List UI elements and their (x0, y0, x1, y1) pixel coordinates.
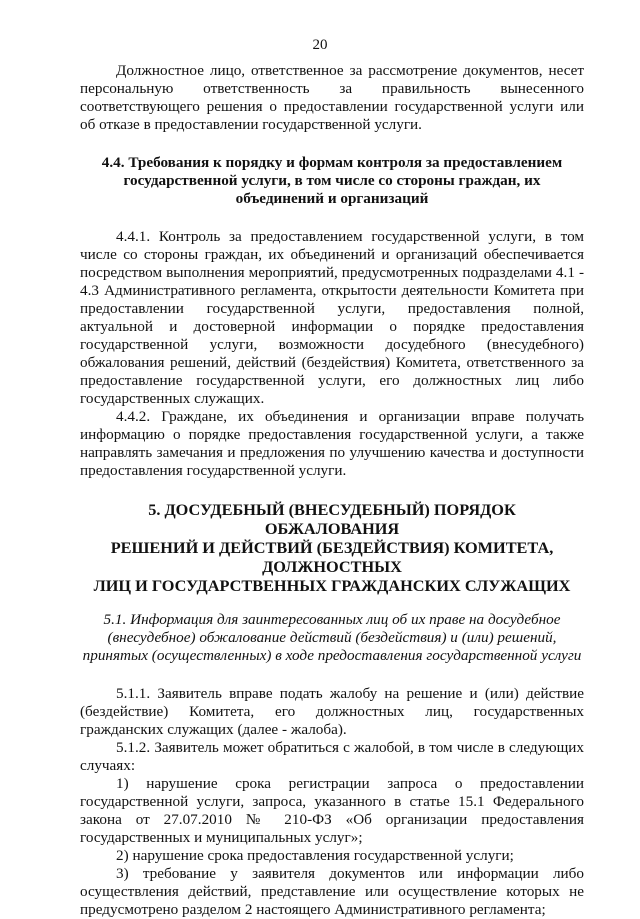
list-item-1: 1) нарушение срока регистрации запроса о предоставлении государственной услуги, запроса, указанного в статье 15.1 Федерального закона от 27.07.2010 № 210-ФЗ «Об организации предоставления государственных и муниципальных услуг»; (80, 775, 584, 846)
section-5-heading-line-2: РЕШЕНИЙ И ДЕЙСТВИЙ (БЕЗДЕЙСТВИЯ) КОМИТЕТА, (110, 538, 554, 557)
section-5-heading-line-3: ДОЛЖНОСТНЫХ (262, 557, 402, 576)
list-item-2: 2) нарушение срока предоставления государственной услуги; (116, 847, 514, 864)
page-number: 20 (312, 37, 328, 53)
section-5-heading-line-4: ЛИЦ И ГОСУДАРСТВЕННЫХ ГРАЖДАНСКИХ СЛУЖАЩИХ (93, 576, 571, 595)
paragraph-5-1-1: 5.1.1. Заявитель вправе подать жалобу на решение и (или) действие (бездействие) Комитета, его должностных лиц, государственных гражданских служащих (далее - жалоба). (80, 685, 584, 738)
section-5-heading-line-1: 5. ДОСУДЕБНЫЙ (ВНЕСУДЕБНЫЙ) ПОРЯДОК ОБЖАЛОВАНИЯ (148, 500, 516, 538)
paragraph-5-1-2: 5.1.2. Заявитель может обратиться с жалобой, в том числе в следующих случаях: (80, 739, 584, 774)
paragraph-4-4-1: 4.4.1. Контроль за предоставлением государственной услуги, в том числе со стороны граждан, их объединений и организаций обеспечивается посредством выполнения мероприятий, предусмотренных подразделами 4.1 - 4.3 Административного регламента, открытости деятельности Комитета при предоставлении государственной услуги, предоставления полной, актуальной и достоверной информации о порядке предоставления государственной услуги, возможности досудебного (внесудебного) обжалования решений, действий (бездействия) Комитета, ответственного за предоставление государственной услуги, его должностных лиц либо государственных служащих. (80, 228, 584, 407)
page-content (80, 62, 584, 919)
section-5-heading (80, 500, 584, 595)
paragraph-4-4-2: 4.4.2. Граждане, их объединения и организации вправе получать информацию о порядке предоставления государственной услуги, а также направлять замечания и предложения по улучшению качества и доступности предоставления государственной услуги. (80, 408, 584, 479)
intro-paragraph: Должностное лицо, ответственное за рассмотрение документов, несет персональную ответственность за правильность вынесенного соответствующего решения о предоставлении государственной услуги или об отказе в предоставлении государственной услуги. (80, 62, 584, 133)
list-item-3: 3) требование у заявителя документов или информации либо осуществления действий, представление или осуществление которых не предусмотрено разделом 2 настоящего Административного регламента; (80, 865, 584, 918)
section-4-4-heading: 4.4. Требования к порядку и формам контроля за предоставлением государственной услуги, в том числе со стороны граждан, их объединений и организаций (101, 154, 563, 207)
section-5-1-subheading: 5.1. Информация для заинтересованных лиц об их праве на досудебное (внесудебное) обжалование действий (бездействия) и (или) решений, принятых (осуществленных) в ходе предоставления государственной услуги (82, 611, 582, 664)
